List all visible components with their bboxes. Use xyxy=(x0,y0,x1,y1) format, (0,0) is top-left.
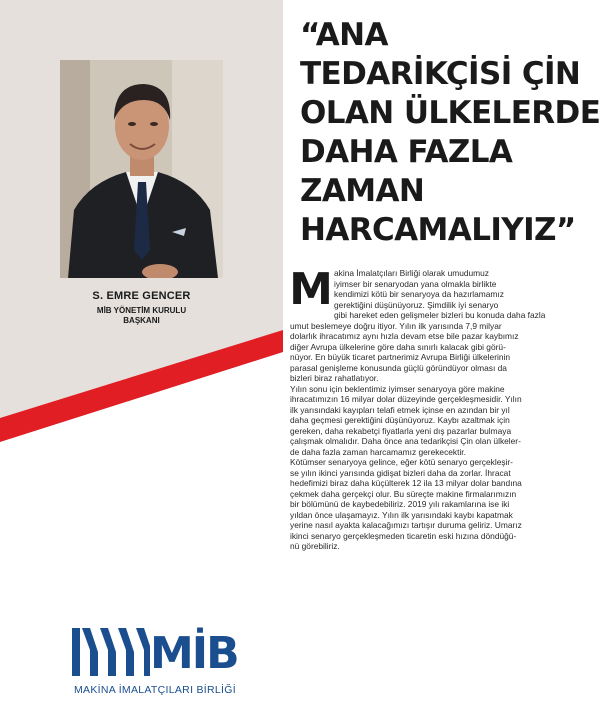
article-line: Yılın sonu için beklentimiz iyimser senaryoya göre makine xyxy=(290,383,505,394)
quote-line: HARCAMALIYIZ” xyxy=(300,212,576,248)
logo-tagline: MAKİNA İMALATÇILARI BİRLİĞİ xyxy=(74,684,236,696)
article-line: çekmek daha gerçekçi olur. Bu süreçte makine firmalarımızın xyxy=(290,488,517,499)
article-line: gibi hareket eden gelişmeler bizleri bu konuda daha fazla xyxy=(334,310,546,320)
article-line: hedefimizi biraz daha küçülterek 12 ila 13 milyar dolar bandına xyxy=(290,478,522,488)
article-line: bir bölümünü de kaybedebiliriz. 2019 yılı rakamlarına ise iki xyxy=(290,499,510,509)
person-title-line2: BAŞKANI xyxy=(123,316,160,325)
article-line: nüyor. En büyük ticaret partnerimiz Avrupa Birliği ülkelerinin xyxy=(290,352,511,362)
person-title-line1: MİB YÖNETİM KURULU xyxy=(96,306,187,315)
article-line: iyimser bir senaryodan yana olmakla birlikte xyxy=(334,278,497,289)
quote-line: DAHA FAZLA xyxy=(300,134,513,170)
logo-wordmark: MİB xyxy=(150,628,238,679)
drop-cap xyxy=(289,264,331,315)
article-line: daha geçmesi gerektiğini düşünüyoruz. Kaybı azaltmak için xyxy=(290,415,510,425)
portrait-illustration xyxy=(60,60,223,278)
article-line: ilk yarısındaki kayıpları telafi etmek içinse en azından bir yıl xyxy=(290,404,510,415)
article-body xyxy=(289,264,596,552)
article-line: yıldan önce ulaşamayız. Yılın ilk yarısındaki kaybı kapatmak xyxy=(290,509,513,520)
article-line: yerine nasıl ayakta kalacağımızı tartışır duruma geliriz. Umarız xyxy=(290,520,522,530)
person-title xyxy=(60,306,223,326)
portrait-photo xyxy=(60,60,223,278)
article-line: kendimizi kötü bir senaryoya da hazırlamamız xyxy=(334,289,504,299)
drop-cap-letter: M xyxy=(289,264,331,315)
person-name: S. EMRE GENCER xyxy=(92,290,191,302)
article-line: ikinci senaryo gerçekleşmeden ticaretin eski hızına döndüğü- xyxy=(290,530,517,541)
article-line: diğer Avrupa ülkelerine göre daha sınırlı kalacak gibi görü- xyxy=(290,341,506,352)
article-line: akina İmalatçıları Birliği olarak umudumuz xyxy=(334,268,489,278)
article-line: ihracatımızın 16 milyar dolar düzeyinde gerçekleşmesidir. Yılın xyxy=(290,394,522,404)
article-line: umut beslemeye doğru itiyor. Yılın ilk yarısında 7,9 milyar xyxy=(290,320,502,331)
pull-quote-headline xyxy=(300,16,600,250)
article-line: gerektiğini düşünüyoruz. Şimdilik iyi senaryo xyxy=(334,299,499,310)
quote-line: “ANA xyxy=(300,17,388,53)
article-line: nü görebiliriz. xyxy=(290,541,340,551)
article-line: Kötümser senaryoya gelince, eğer kötü senaryo gerçekleşir- xyxy=(290,457,513,467)
article-line: dolarlık ihracatımız aynı hızla devam etse bile pazar kaybımız xyxy=(290,331,519,341)
article-line: bizleri biraz rahatlatıyor. xyxy=(290,373,379,383)
article-line: parasal genişleme konusunda güçlü göründüyor olması da xyxy=(290,362,507,373)
quote-line: OLAN ÜLKELERDE xyxy=(300,95,601,131)
article-line: çalışmak olmalıdır. Daha önce ana tedarikçisi Çin olan ülkeler- xyxy=(290,436,521,446)
article-line: se yılın ikinci yarısında gidişat bizleri daha da zorlar. İhracat xyxy=(290,467,511,478)
article-line: gereken, daha rekabetçi fiyatlarla yeni dış pazarlar bulmaya xyxy=(290,425,512,436)
quote-line: ZAMAN xyxy=(300,173,425,209)
article-line: de daha fazla zaman harcamamız gerekecektir. xyxy=(290,446,466,457)
quote-line: TEDARİKÇİSİ ÇİN xyxy=(300,56,581,92)
